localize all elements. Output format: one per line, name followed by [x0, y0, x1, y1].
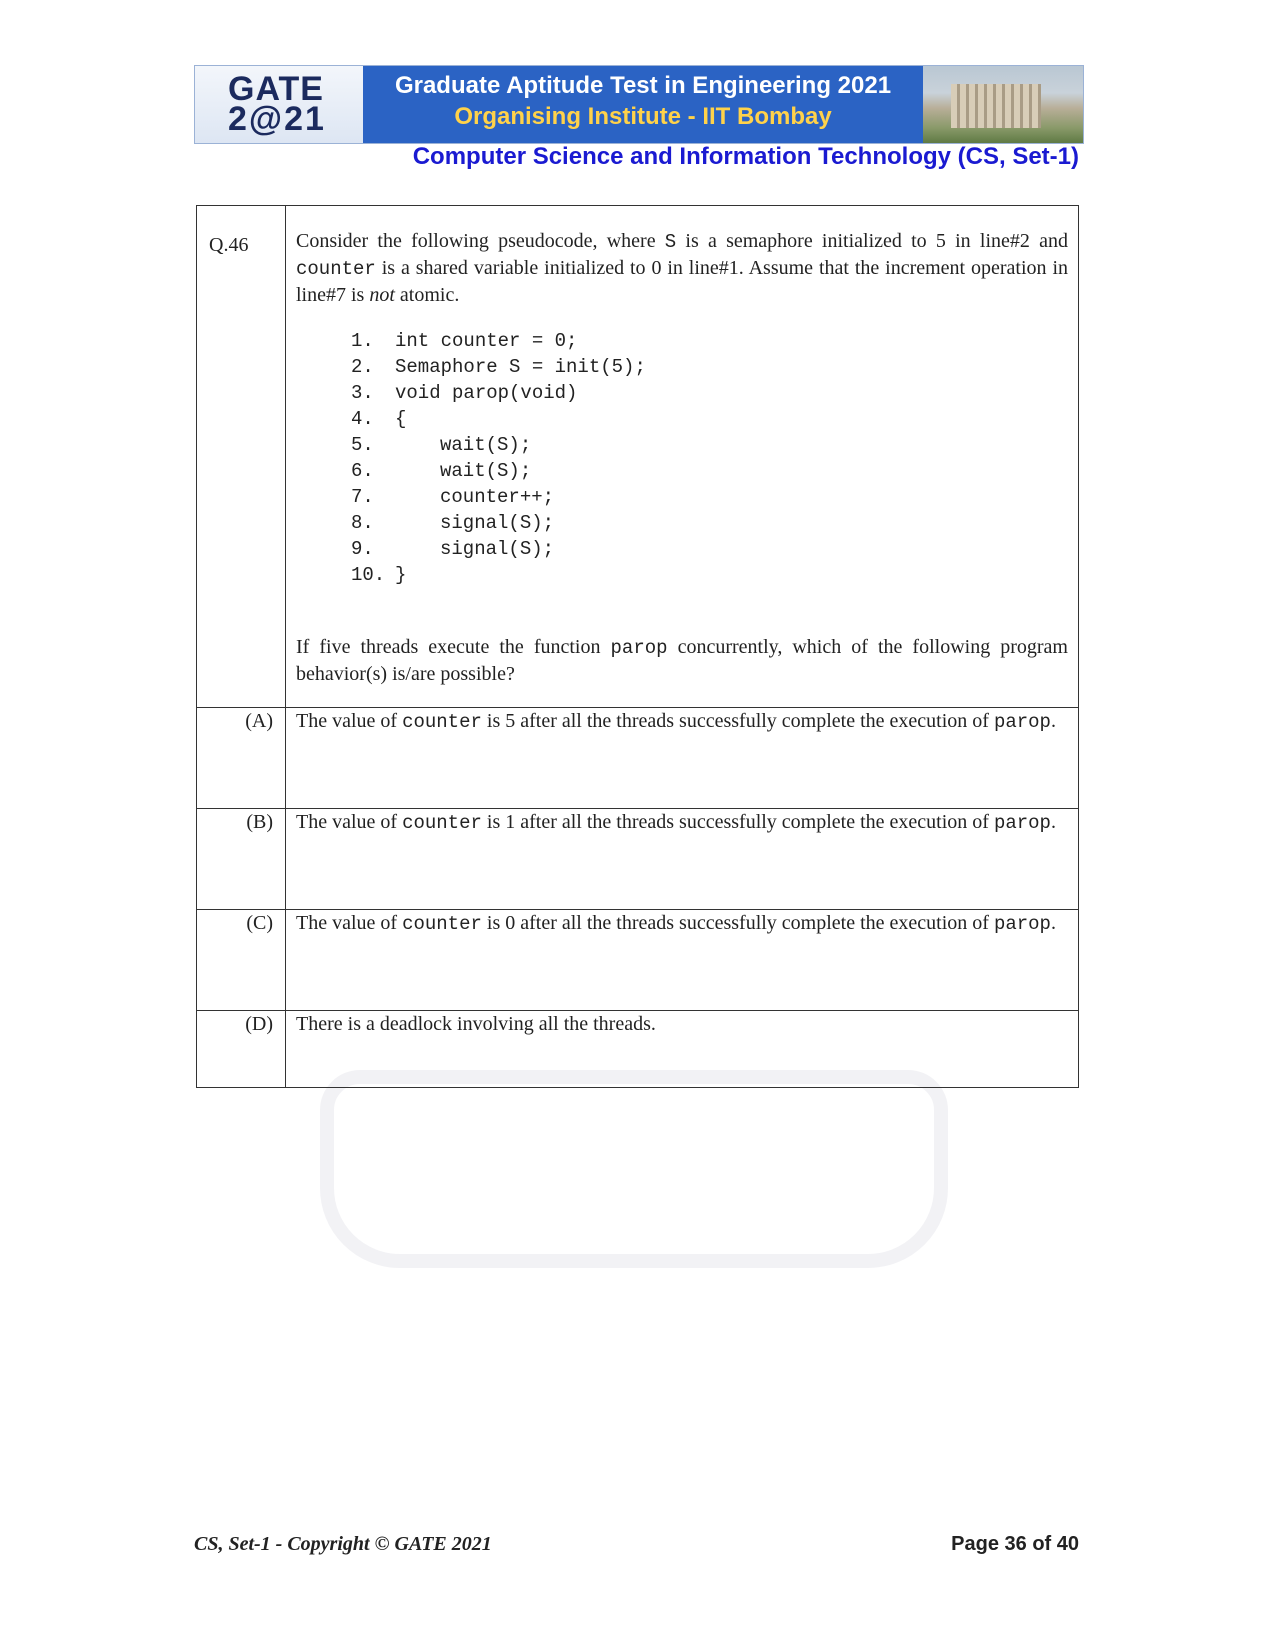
- outro-fn: parop: [610, 637, 668, 659]
- option-text[interactable]: [286, 708, 1079, 809]
- code-line: [351, 328, 1068, 354]
- code-line-number: 10.: [351, 564, 386, 586]
- code-line: [351, 406, 1068, 432]
- code-line-number: 7.: [351, 486, 374, 508]
- code-line-text: Semaphore S = init(5);: [395, 356, 646, 378]
- option-pre: The value of: [296, 811, 403, 833]
- option-row-a: [197, 708, 1079, 809]
- code-line-text: signal(S);: [440, 538, 555, 560]
- question-outro: [296, 634, 1068, 687]
- exam-title-box: [363, 66, 923, 143]
- intro-text-1: Consider the following pseudocode, where: [296, 230, 665, 252]
- option-post: .: [1050, 710, 1056, 732]
- option-mid: is 5 after all the threads successfully complete the execution of: [481, 710, 994, 732]
- option-mid: is 1 after all the threads successfully complete the execution of: [481, 811, 994, 833]
- header-banner: [194, 65, 1084, 144]
- code-line-text: signal(S);: [440, 512, 555, 534]
- question-table: [196, 205, 1079, 1088]
- option-text[interactable]: [286, 1011, 1079, 1088]
- code-line-text: {: [395, 408, 407, 430]
- code-line: [351, 484, 1068, 510]
- option-label: (D): [197, 1011, 286, 1088]
- intro-not: not: [369, 284, 395, 306]
- intro-var-counter: counter: [296, 258, 376, 280]
- outro-text-2: concurrently, which of the following program behavior(s) is/are possible?: [296, 636, 1068, 685]
- building-image: [951, 84, 1041, 128]
- subject-title: Computer Science and Information Technology (CS, Set-1): [412, 143, 1079, 170]
- code-line: [351, 510, 1068, 536]
- watermark-emblem: [320, 1070, 948, 1268]
- option-var: counter: [402, 812, 482, 834]
- code-line-text: wait(S);: [440, 434, 532, 456]
- question-row: [197, 206, 1079, 708]
- code-line: [351, 380, 1068, 406]
- option-var: counter: [402, 711, 482, 733]
- option-text[interactable]: [286, 809, 1079, 910]
- code-line-text: wait(S);: [440, 460, 532, 482]
- option-label: (B): [197, 809, 286, 910]
- code-line-number: 6.: [351, 460, 374, 482]
- outro-text-1: If five threads execute the function: [296, 636, 611, 658]
- code-line-text: int counter = 0;: [395, 330, 578, 352]
- pseudocode-block: [351, 328, 1068, 588]
- option-fn: parop: [993, 711, 1051, 733]
- code-line-number: 3.: [351, 382, 374, 404]
- campus-photo: [923, 66, 1083, 143]
- code-line-text: void parop(void): [395, 382, 578, 404]
- option-text[interactable]: [286, 910, 1079, 1011]
- option-var: counter: [402, 913, 482, 935]
- footer-page-number: Page 36 of 40: [951, 1533, 1079, 1555]
- question-intro: [296, 228, 1068, 308]
- gate-logo: [195, 66, 363, 143]
- option-pre: The value of: [296, 710, 403, 732]
- option-row-d: [197, 1011, 1079, 1088]
- intro-text-4: atomic.: [394, 284, 460, 306]
- option-pre: There is a deadlock involving all the threads.: [296, 1013, 656, 1035]
- code-line-number: 5.: [351, 434, 374, 456]
- code-line-number: 1.: [351, 330, 374, 352]
- code-line: [351, 354, 1068, 380]
- option-label: (C): [197, 910, 286, 1011]
- option-post: .: [1050, 811, 1056, 833]
- option-row-b: [197, 809, 1079, 910]
- footer-copyright: CS, Set-1 - Copyright © GATE 2021: [194, 1533, 492, 1555]
- exam-title: Graduate Aptitude Test in Engineering 2021: [394, 72, 892, 99]
- option-fn: parop: [993, 812, 1051, 834]
- organising-institute: Organising Institute - IIT Bombay: [454, 103, 832, 130]
- intro-text-2: is a semaphore initialized to 5 in line#2 and: [676, 230, 1068, 252]
- question-number: Q.46: [197, 206, 286, 708]
- question-body: [286, 206, 1079, 708]
- code-line-number: 8.: [351, 512, 374, 534]
- logo-gate-text: GATE: [228, 70, 324, 108]
- code-line-text: counter++;: [440, 486, 555, 508]
- code-line-text: }: [395, 564, 407, 586]
- intro-var-s: S: [664, 231, 677, 253]
- code-line: [351, 432, 1068, 458]
- logo-year-text: 2@21: [228, 100, 326, 138]
- code-line-number: 2.: [351, 356, 374, 378]
- option-label: (A): [197, 708, 286, 809]
- option-mid: is 0 after all the threads successfully complete the execution of: [481, 912, 994, 934]
- code-line: [351, 536, 1068, 562]
- intro-text-3: is a shared variable initialized to 0 in line#1. Assume that the increment operation in line#7 is: [296, 257, 1068, 306]
- option-fn: parop: [993, 913, 1051, 935]
- code-line-number: 4.: [351, 408, 374, 430]
- code-line: [351, 562, 1068, 588]
- option-post: .: [1050, 912, 1056, 934]
- code-line: [351, 458, 1068, 484]
- option-row-c: [197, 910, 1079, 1011]
- option-pre: The value of: [296, 912, 403, 934]
- code-line-number: 9.: [351, 538, 374, 560]
